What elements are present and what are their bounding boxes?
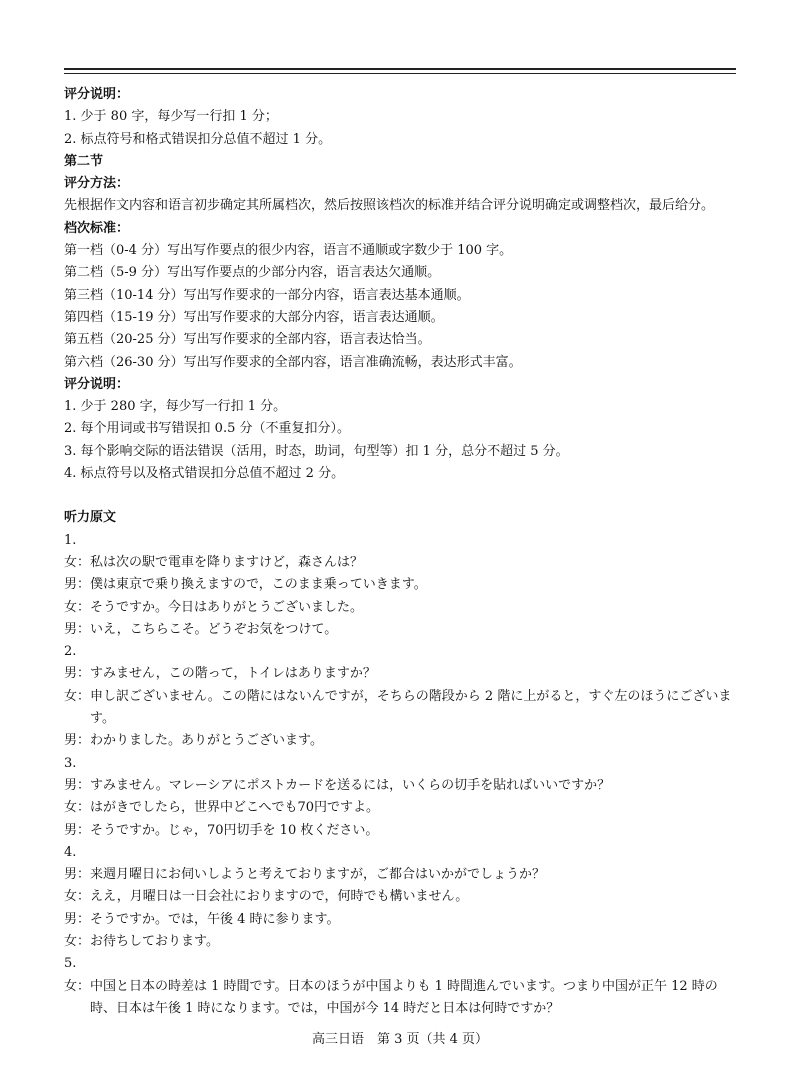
dialogue-line: 女：お待ちしております。 <box>64 933 219 949</box>
spacer <box>64 485 740 507</box>
header-rule-thick <box>64 68 736 70</box>
dialogue-line: 女：ええ，月曜日は一日会社におりますので，何時でも構いません。 <box>64 889 469 905</box>
dialogue-line: 女：申し訳ございません。この階にはないんですが，そちらの階段から 2 階に上がると，すぐ左のほうにございます。 <box>64 688 732 727</box>
item-number: 3. <box>64 755 77 771</box>
dialogue-line: 男：そうですか。じゃ，70円切手を 10 枚ください。 <box>64 822 379 838</box>
listening-title: 听力原文 <box>64 510 117 526</box>
note-line: 2. 每个用词或书写错误扣 0.5 分（不重复扣分）。 <box>64 421 350 437</box>
level-line: 第五档（20-25 分）写出写作要求的全部内容，语言表达恰当。 <box>64 332 431 348</box>
level-line: 第四档（15-19 分）写出写作要求的大部分内容，语言表达通顺。 <box>64 309 444 325</box>
page-footer: 高三日语 第 3 页（共 4 页） <box>311 1032 489 1047</box>
method-text: 先根据作文内容和语言初步确定其所属档次，然后按照该档次的标准并结合评分说明确定或调整档次，最后给分。 <box>64 198 715 214</box>
note-line: 3. 每个影响交际的语法错误（活用，时态，助词，句型等）扣 1 分，总分不超过 5 分。 <box>64 443 569 459</box>
dialogue-line: 男：来週月曜日にお伺いしようと考えておりますが，ご都合はいかがでしょうか？ <box>64 867 546 883</box>
dialogue-line: 女：私は次の駅で電車を降りますけど，森さんは？ <box>64 554 364 570</box>
page-content <box>64 84 740 1020</box>
section-heading: 档次标准： <box>64 220 130 236</box>
dialogue-line: 男：すみません。マレーシアにポストカードを送るには，いくらの切手を貼ればいいですか？ <box>64 777 611 793</box>
section-heading: 评分说明： <box>64 376 130 392</box>
item-number: 2. <box>64 644 77 660</box>
dialogue-line: 女：中国と日本の時差は 1 時間です。日本のほうが中国よりも 1 時間進んでいます。つまり中国が正午 12 時の時、日本は午後 1 時になります。では，中国が今 14 時だと日本は何時ですか？ <box>64 978 718 1016</box>
note-line: 1. 少于 280 字，每少写一行扣 1 分。 <box>64 399 287 415</box>
level-line: 第一档（0-4 分）写出写作要点的很少内容，语言不通顺或字数少于 100 字。 <box>64 243 513 259</box>
dialogue-line: 男：いえ，こちらこそ。どうぞお気をつけて。 <box>64 621 338 637</box>
dialogue-line: 女：はがきでしたら，世界中どこへでも70円ですよ。 <box>64 800 380 816</box>
section-heading: 第二节 <box>64 153 104 169</box>
level-line: 第二档（5-9 分）写出写作要点的少部分内容，语言表达欠通顺。 <box>64 265 441 281</box>
dialogue-line: 男：そうですか。では，午後 4 時に参ります。 <box>64 911 340 927</box>
dialogue-line: 男：僕は東京で乗り換えますので，このまま乗っていきます。 <box>64 577 427 593</box>
dialogue-line: 男：すみません，この階って，トイレはありますか？ <box>64 666 376 682</box>
dialogue-line: 男：わかりました。ありがとうございます。 <box>64 733 323 749</box>
level-line: 第六档（26-30 分）写出写作要求的全部内容，语言准确流畅，表达形式丰富。 <box>64 354 522 370</box>
item-number: 5. <box>64 956 77 972</box>
note-line: 4. 标点符号以及格式错误扣分总值不超过 2 分。 <box>64 466 345 482</box>
note-line: 2. 标点符号和格式错误扣分总值不超过 1 分。 <box>64 131 332 147</box>
dialogue-line: 女：そうですか。今日はありがとうございました。 <box>64 599 364 615</box>
header-rule-thin <box>64 73 736 74</box>
level-line: 第三档（10-14 分）写出写作要求的一部分内容，语言表达基本通顺。 <box>64 287 470 303</box>
item-number: 1. <box>64 532 77 548</box>
section-heading: 评分说明： <box>64 87 130 102</box>
item-number: 4. <box>64 844 77 860</box>
section-heading: 评分方法： <box>64 176 130 192</box>
note-line: 1. 少于 80 字，每少写一行扣 1 分； <box>64 109 278 125</box>
